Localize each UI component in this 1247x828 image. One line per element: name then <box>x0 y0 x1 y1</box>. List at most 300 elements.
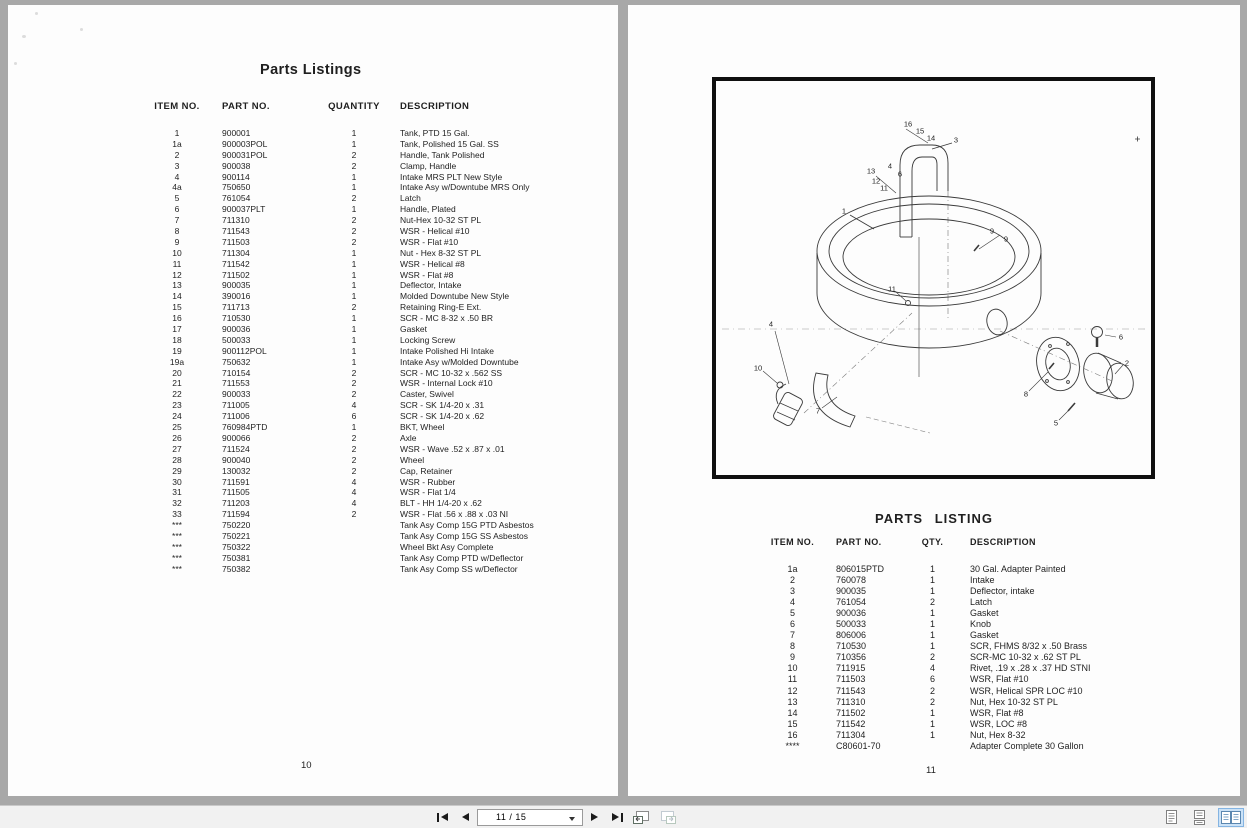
table-cell: 1 <box>351 138 357 149</box>
table-cell: Rivet, .19 x .28 x .37 HD STNI <box>970 663 1091 674</box>
table-cell: 10 <box>172 247 182 258</box>
table-cell: 711502 <box>836 707 866 718</box>
table-row <box>148 324 580 335</box>
diagram-callout: 7 <box>815 406 821 416</box>
column-header: QUANTITY <box>328 101 380 112</box>
table-row <box>148 422 580 433</box>
table-cell: 13 <box>787 696 798 707</box>
table-cell: Latch <box>970 597 993 608</box>
table-row <box>148 444 580 455</box>
document-page-left <box>8 5 618 796</box>
table-cell: 31 <box>172 487 182 498</box>
table-cell: 1 <box>351 128 357 138</box>
table-cell: *** <box>172 541 182 552</box>
table-row <box>148 139 580 150</box>
table-cell: 711505 <box>222 487 250 498</box>
table-row <box>760 641 1205 652</box>
table-row <box>760 575 1205 586</box>
chevron-down-icon <box>569 817 575 821</box>
table-cell: 19 <box>172 345 182 356</box>
table-cell: 2 <box>929 597 935 608</box>
last-page-button[interactable] <box>612 808 623 826</box>
table-cell: 18 <box>172 334 182 345</box>
table-cell: 1 <box>351 258 357 269</box>
table-cell <box>318 564 390 575</box>
table-cell: Intake MRS PLT New Style <box>400 171 503 182</box>
table-row <box>148 368 580 379</box>
single-page-layout-button[interactable] <box>1162 808 1181 827</box>
table-cell: 1 <box>351 182 357 193</box>
table-cell: 1 <box>351 422 357 433</box>
table-cell: 9 <box>174 236 180 247</box>
table-row <box>148 531 580 542</box>
diagram-callout: 1 <box>841 206 847 216</box>
table-cell: 711543 <box>836 685 866 696</box>
diagram-callout: 5 <box>1053 418 1059 428</box>
next-view-button[interactable] <box>660 810 677 825</box>
table-row <box>148 389 580 400</box>
next-page-button[interactable] <box>591 808 598 826</box>
table-cell: 900066 <box>222 432 251 443</box>
table-cell: 6 <box>789 619 795 630</box>
diagram-callout: 9 <box>989 226 995 236</box>
table-cell: 711915 <box>836 663 866 674</box>
table-cell: WSR - Flat #8 <box>400 269 454 280</box>
table-cell: 900112POL <box>222 345 267 356</box>
table-row <box>148 161 580 172</box>
table-cell: *** <box>172 563 182 574</box>
table-cell: Intake Asy w/Molded Downtube <box>400 356 519 367</box>
table-cell: 711006 <box>222 411 250 422</box>
table-cell: 711304 <box>836 729 866 740</box>
table-row <box>148 128 580 139</box>
table-cell: 5 <box>174 193 180 204</box>
table-cell: 500033 <box>222 334 251 345</box>
table-cell: 711310 <box>222 215 250 226</box>
table-cell: SCR - SK 1/4-20 x .31 <box>400 400 485 411</box>
table-row <box>148 455 580 466</box>
table-cell: 760984PTD <box>222 422 268 433</box>
table-cell: 900035 <box>836 586 867 597</box>
scan-artifact <box>22 35 26 38</box>
table-cell: 1a <box>787 564 798 574</box>
table-cell: 711543 <box>222 226 250 237</box>
column-header: ITEM NO. <box>154 101 200 112</box>
table-cell: WSR - Helical #8 <box>400 258 465 269</box>
table-cell: Gasket <box>400 324 427 335</box>
table-cell: 2 <box>351 432 357 443</box>
table-row <box>760 663 1205 674</box>
table-row <box>148 313 580 324</box>
table-cell: Caster, Swivel <box>400 389 454 400</box>
table-row <box>760 652 1205 663</box>
table-cell: 2 <box>351 160 357 171</box>
diagram-callout: 11 <box>880 183 888 193</box>
table-cell: 900037PLT <box>222 204 266 215</box>
table-cell: 11 <box>172 258 182 269</box>
table-cell: Adapter Complete 30 Gallon <box>970 740 1084 751</box>
table-row <box>148 498 580 509</box>
table-cell: 25 <box>172 422 182 433</box>
table-cell: Deflector, intake <box>970 586 1035 597</box>
table-row <box>760 730 1205 741</box>
table-cell: WSR - Helical #10 <box>400 226 470 237</box>
table-row <box>148 215 580 226</box>
table-cell: 1 <box>351 204 357 215</box>
table-cell: 750381 <box>222 552 251 563</box>
diagram-callout: 8 <box>1023 389 1029 399</box>
table-cell: 4 <box>351 498 357 509</box>
table-cell: WSR, Helical SPR LOC #10 <box>970 685 1083 696</box>
single-page-icon <box>1165 810 1178 825</box>
table-cell: 2 <box>351 465 357 476</box>
table-cell: Intake <box>970 575 995 586</box>
table-cell: 711591 <box>222 476 250 487</box>
table-cell: Cap, Retainer <box>400 465 453 476</box>
table-cell: 4 <box>351 400 357 411</box>
table-cell: 30 <box>172 476 182 487</box>
table-cell: 900036 <box>222 324 251 335</box>
viewer-toolbar <box>0 805 1247 828</box>
table-row <box>760 597 1205 608</box>
table-cell: 710356 <box>836 652 867 663</box>
table-row <box>760 719 1205 730</box>
table-cell: 20 <box>172 367 182 378</box>
table-cell: 12 <box>787 685 798 696</box>
column-header: PART NO. <box>836 537 882 547</box>
table-cell: 1 <box>929 707 935 718</box>
table-cell: WSR - Flat .56 x .88 x .03 NI <box>400 509 509 520</box>
table-cell: 22 <box>172 389 182 400</box>
table-cell: 4 <box>351 487 357 498</box>
table-cell: 711542 <box>836 718 866 729</box>
table-cell: 900033 <box>222 389 251 400</box>
table-cell: 1a <box>172 138 182 149</box>
table-cell: 7 <box>174 215 180 226</box>
table-cell: 710530 <box>222 313 251 324</box>
table-cell: 26 <box>172 432 182 443</box>
table-cell: Handle, Plated <box>400 204 456 215</box>
table-cell: 1 <box>351 313 357 324</box>
previous-view-icon <box>633 810 650 825</box>
table-cell: 750650 <box>222 182 251 193</box>
table-cell: Gasket <box>970 608 999 619</box>
table-cell: C80601-70 <box>836 740 881 751</box>
table-body <box>148 128 580 575</box>
last-page-icon <box>612 813 619 821</box>
table-row <box>760 564 1205 575</box>
diagram-callout: 4 <box>887 161 893 171</box>
table-cell: 761054 <box>222 193 251 204</box>
page-number: 11 <box>926 765 936 776</box>
table-cell: 2 <box>351 215 357 226</box>
table-cell <box>318 531 390 542</box>
table-row <box>148 509 580 520</box>
table-row <box>148 378 580 389</box>
table-row <box>148 520 580 531</box>
table-cell: *** <box>172 530 182 541</box>
document-page-right <box>628 5 1240 796</box>
table-cell: WSR, LOC #8 <box>970 718 1028 729</box>
table-cell: 15 <box>787 718 798 729</box>
table-cell: 711005 <box>222 400 250 411</box>
table-cell: Molded Downtube New Style <box>400 291 510 302</box>
table-cell: 750220 <box>222 520 251 531</box>
table-cell: 4 <box>351 476 357 487</box>
table-row <box>148 542 580 553</box>
table-cell: 1 <box>929 575 935 586</box>
table-cell: WSR - Internal Lock #10 <box>400 378 493 389</box>
table-body <box>760 564 1205 752</box>
table-cell: 750632 <box>222 356 251 367</box>
table-cell: 711503 <box>836 674 866 685</box>
table-cell: Wheel <box>400 454 425 465</box>
scan-artifact <box>80 28 83 31</box>
facing-pages-layout-button[interactable] <box>1218 808 1244 827</box>
diagram-callout: 16 <box>903 119 913 129</box>
table-cell: *** <box>172 520 182 531</box>
table-cell <box>318 520 390 531</box>
table-row <box>760 697 1205 708</box>
table-cell: 2 <box>351 226 357 237</box>
table-cell: 2 <box>929 696 935 707</box>
scan-artifact <box>35 12 38 15</box>
table-cell: 2 <box>351 509 357 520</box>
table-cell: 1 <box>351 291 357 302</box>
table-cell: 711713 <box>222 302 250 313</box>
table-cell: 711503 <box>222 236 250 247</box>
table-cell: Nut, Hex 8-32 <box>970 729 1026 740</box>
page-indicator: 11 / 15 <box>496 812 527 822</box>
table-cell: 1 <box>351 356 357 367</box>
table-cell: Tank Asy Comp 15G PTD Asbestos <box>400 520 534 531</box>
diagram-callout: 6 <box>1118 332 1124 342</box>
table-cell: 1 <box>929 729 935 740</box>
table-cell: Tank Asy Comp SS w/Deflector <box>400 563 518 574</box>
page-number-select[interactable] <box>477 809 583 826</box>
table-cell: 12 <box>172 269 182 280</box>
table-cell: 760078 <box>836 575 867 586</box>
table-row <box>148 248 580 259</box>
table-cell: WSR, Flat #10 <box>970 674 1029 685</box>
diagram-callout: 6 <box>897 169 903 179</box>
first-page-icon <box>437 813 439 822</box>
table-row <box>148 302 580 313</box>
table-cell: 130032 <box>222 465 251 476</box>
table-cell: 711524 <box>222 443 250 454</box>
table-cell: 27 <box>172 443 182 454</box>
page-navigation <box>437 806 677 828</box>
column-header: DESCRIPTION <box>400 101 470 112</box>
table-cell: 710530 <box>836 641 867 652</box>
table-cell: WSR, Flat #8 <box>970 707 1024 718</box>
table-row <box>760 674 1205 685</box>
page-title: Parts Listings <box>260 62 362 78</box>
table-cell: Handle, Tank Polished <box>400 149 485 160</box>
table-cell: 16 <box>787 729 798 740</box>
table-cell: 13 <box>172 280 182 291</box>
table-cell: 1 <box>929 630 935 641</box>
column-header: QTY. <box>921 537 944 547</box>
previous-page-button[interactable] <box>462 808 469 826</box>
table-cell: 390016 <box>222 291 251 302</box>
table-cell: SCR - MC 10-32 x .562 SS <box>400 367 503 378</box>
table-cell: 3 <box>789 586 795 597</box>
table-cell: 33 <box>172 509 182 520</box>
table-row <box>760 630 1205 641</box>
table-row <box>148 411 580 422</box>
table-cell: 711304 <box>222 247 250 258</box>
table-cell: 17 <box>172 324 182 335</box>
next-page-icon <box>591 813 598 821</box>
table-cell: Tank, PTD 15 Gal. <box>400 128 470 138</box>
table-cell: 8 <box>174 226 180 237</box>
table-cell: 30 Gal. Adapter Painted <box>970 564 1066 574</box>
table-cell: 2 <box>351 378 357 389</box>
continuous-layout-button[interactable] <box>1190 808 1209 827</box>
table-cell: 1 <box>929 641 935 652</box>
table-row <box>148 237 580 248</box>
table-row <box>148 346 580 357</box>
table-cell: 1 <box>351 334 357 345</box>
diagram-callout: 11 <box>888 284 896 294</box>
table-cell: Knob <box>970 619 992 630</box>
table-cell: 761054 <box>836 597 867 608</box>
table-row <box>148 291 580 302</box>
table-cell: WSR - Wave .52 x .87 x .01 <box>400 443 505 454</box>
table-cell: 900003POL <box>222 138 268 149</box>
table-cell: Nut-Hex 10-32 ST PL <box>400 215 482 226</box>
table-cell: Gasket <box>970 630 999 641</box>
table-row <box>760 586 1205 597</box>
column-header: PART NO. <box>222 101 270 112</box>
table-row <box>760 686 1205 697</box>
table-cell: 2 <box>351 236 357 247</box>
diagram-callout: 9 <box>1003 234 1009 244</box>
table-cell: 4 <box>929 663 935 674</box>
table-row <box>148 280 580 291</box>
table-cell: SCR-MC 10-32 x .62 ST PL <box>970 652 1081 663</box>
table-cell: 1 <box>929 718 935 729</box>
table-cell: Nut, Hex 10-32 ST PL <box>970 696 1058 707</box>
diagram-callout: 14 <box>926 133 936 143</box>
table-row <box>148 150 580 161</box>
table-cell: 2 <box>351 367 357 378</box>
table-cell: 19a <box>169 356 185 367</box>
table-cell: 6 <box>929 674 935 685</box>
table-cell: 750322 <box>222 541 251 552</box>
table-cell: 900001 <box>222 128 251 138</box>
table-cell: 29 <box>172 465 182 476</box>
table-cell: 806015PTD <box>836 564 885 574</box>
table-cell: Tank Asy Comp 15G SS Asbestos <box>400 530 529 541</box>
table-cell: 750221 <box>222 530 251 541</box>
table-cell: *** <box>172 552 182 563</box>
table-cell: 900114 <box>222 171 250 182</box>
table-row <box>148 553 580 564</box>
table-cell: 1 <box>351 345 357 356</box>
table-cell: 710154 <box>222 367 251 378</box>
table-cell <box>318 553 390 564</box>
column-header: ITEM NO. <box>770 537 815 547</box>
table-cell: 4a <box>172 182 182 193</box>
table-cell: SCR - SK 1/4-20 x .62 <box>400 411 485 422</box>
table-cell: 6 <box>351 411 357 422</box>
table-header-row <box>148 101 580 115</box>
table-cell: 1 <box>929 564 935 574</box>
table-row <box>148 433 580 444</box>
table-cell: 28 <box>172 454 182 465</box>
table-cell: 11 <box>787 674 798 685</box>
table-cell: 750382 <box>222 563 251 574</box>
table-row <box>148 335 580 346</box>
table-cell: 8 <box>789 641 795 652</box>
column-header: DESCRIPTION <box>970 537 1036 547</box>
table-row <box>148 259 580 270</box>
table-cell: 2 <box>351 302 357 313</box>
table-cell: 1 <box>351 280 357 291</box>
diagram-callout: 2 <box>1124 358 1130 368</box>
table-row <box>148 182 580 193</box>
table-row <box>760 619 1205 630</box>
table-cell: SCR - MC 8-32 x .50 BR <box>400 313 494 324</box>
table-row <box>148 204 580 215</box>
table-cell: 9 <box>789 652 795 663</box>
table-cell: 15 <box>172 302 182 313</box>
table-cell: 1 <box>351 324 357 335</box>
table-cell: Deflector, Intake <box>400 280 462 291</box>
table-cell: 4 <box>789 597 795 608</box>
table-cell: Intake Asy w/Downtube MRS Only <box>400 182 530 193</box>
table-cell: Wheel Bkt Asy Complete <box>400 541 494 552</box>
table-cell: 1 <box>929 608 935 619</box>
first-page-button[interactable] <box>437 808 448 826</box>
page-layout-controls <box>1162 808 1244 827</box>
table-cell: 711553 <box>222 378 250 389</box>
scan-artifact <box>14 62 17 65</box>
table-cell: Axle <box>400 432 417 443</box>
table-cell: 900038 <box>222 160 251 171</box>
table-cell: 14 <box>172 291 182 302</box>
table-cell: 2 <box>789 575 795 586</box>
table-cell: 500033 <box>836 619 867 630</box>
table-cell: 2 <box>351 389 357 400</box>
table-cell: 2 <box>174 149 180 160</box>
table-row <box>148 226 580 237</box>
table-cell: 900035 <box>222 280 251 291</box>
table-cell: BKT, Wheel <box>400 422 445 433</box>
table-row <box>148 270 580 281</box>
table-cell: WSR - Flat 1/4 <box>400 487 456 498</box>
table-cell: 2 <box>351 149 357 160</box>
page-title: PARTS LISTING <box>875 511 993 526</box>
table-cell: 711542 <box>222 258 250 269</box>
diagram-callout: 12 <box>871 176 881 186</box>
diagram-callout: 13 <box>866 166 876 176</box>
table-cell: Intake Polished Hi Intake <box>400 345 495 356</box>
table-cell: 10 <box>787 663 798 674</box>
previous-view-button[interactable] <box>633 810 650 825</box>
table-cell: 806006 <box>836 630 867 641</box>
table-row <box>148 564 580 575</box>
table-cell: Retaining Ring-E Ext. <box>400 302 482 313</box>
table-cell: 2 <box>929 685 935 696</box>
diagram-callout: 3 <box>953 135 959 145</box>
table-cell: 1 <box>351 171 357 182</box>
table-cell: **** <box>785 740 800 751</box>
table-cell: 7 <box>789 630 795 641</box>
table-cell: Latch <box>400 193 421 204</box>
